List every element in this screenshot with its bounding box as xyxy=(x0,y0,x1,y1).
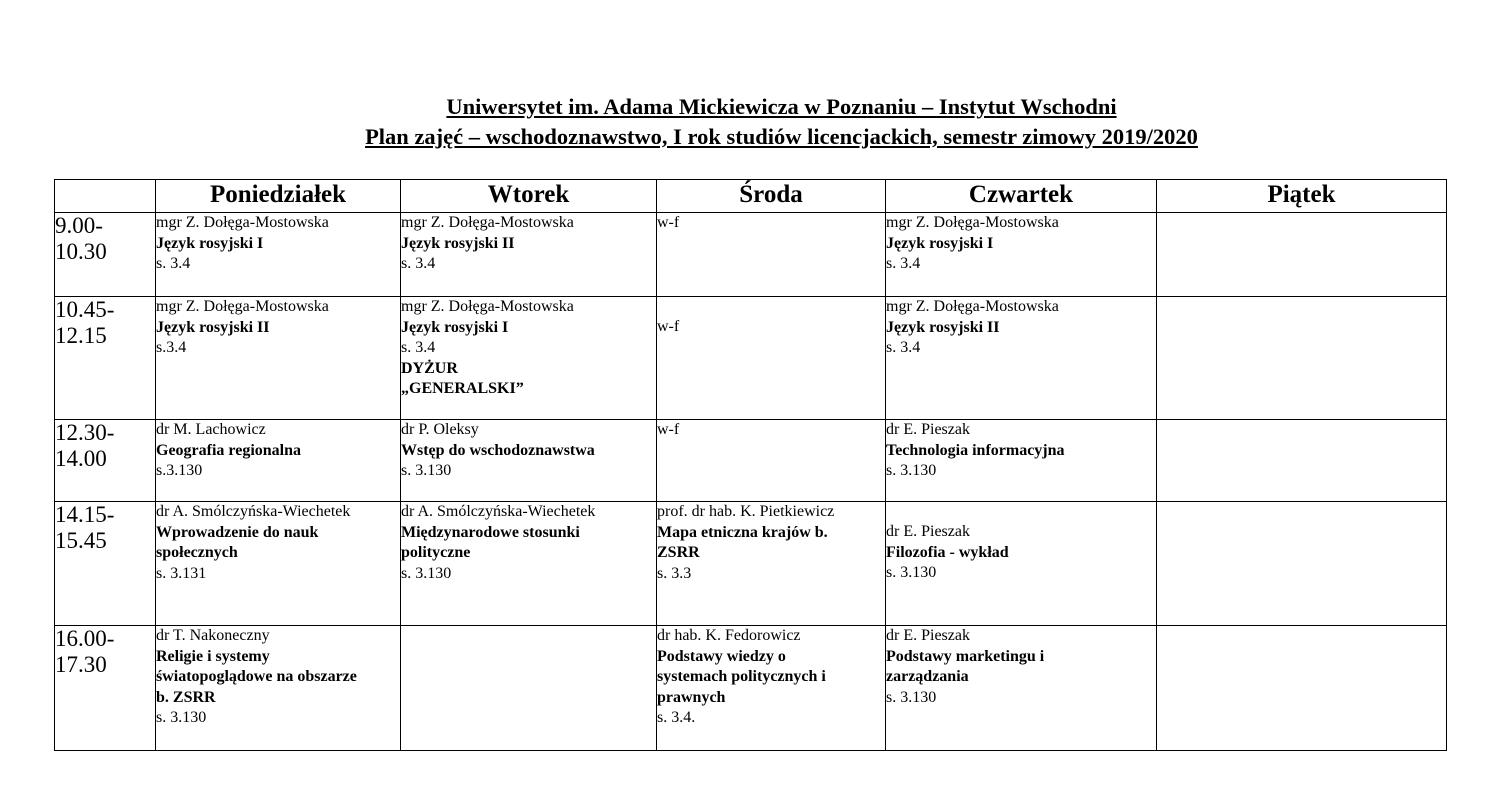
class-info: mgr Z. Dołęga-Mostowska xyxy=(401,298,574,315)
course-name: światopoglądowe na obszarze xyxy=(156,668,357,686)
class-cell-thursday xyxy=(886,297,1157,420)
class-info: s. 3.4 xyxy=(886,255,921,273)
class-info: mgr Z. Dołęga-Mostowska xyxy=(156,214,329,231)
course-name: Technologia informacyjna xyxy=(886,441,1065,459)
course-name: społecznych xyxy=(156,544,238,562)
time-slot: 10.45- 12.15 xyxy=(55,297,156,420)
course-name: b. ZSRR xyxy=(156,688,216,706)
table-row xyxy=(55,297,1447,420)
class-info: dr hab. K. Fedorowicz xyxy=(657,627,801,644)
class-info: w-f xyxy=(657,421,680,438)
course-name: Mapa etniczna krajów b. xyxy=(657,523,828,541)
class-info: s. 3.4 xyxy=(401,255,436,273)
class-cell-monday xyxy=(156,420,401,502)
class-info: w-f xyxy=(657,214,680,231)
class-info: s.3.130 xyxy=(156,462,203,480)
class-info: dr E. Pieszak xyxy=(886,627,970,644)
class-cell-tuesday xyxy=(401,420,657,502)
class-cell-tuesday xyxy=(401,213,657,297)
class-info: w-f xyxy=(657,318,680,335)
class-cell-wednesday xyxy=(657,420,886,502)
class-cell-thursday xyxy=(886,420,1157,502)
class-cell-wednesday xyxy=(657,213,886,297)
table-row xyxy=(55,420,1447,502)
class-cell-monday xyxy=(156,502,401,626)
class-cell-monday xyxy=(156,297,401,420)
class-cell-thursday xyxy=(886,502,1157,626)
class-info: mgr Z. Dołęga-Mostowska xyxy=(156,298,329,315)
day-header-wednesday: Środa xyxy=(657,180,886,213)
class-info: s. 3.4. xyxy=(657,709,696,727)
course-name: systemach politycznych i xyxy=(657,668,826,686)
class-info: s. 3.130 xyxy=(886,462,937,480)
course-name: Podstawy wiedzy o xyxy=(657,647,786,665)
class-info: s. 3.130 xyxy=(401,462,452,480)
class-cell-friday xyxy=(1157,213,1447,297)
class-cell-tuesday xyxy=(401,297,657,420)
course-name: Geografia regionalna xyxy=(156,441,302,459)
class-cell-friday xyxy=(1157,626,1447,751)
class-info: s. 3.130 xyxy=(886,564,937,582)
class-cell-friday xyxy=(1157,502,1447,626)
course-name: Język rosyjski I xyxy=(156,234,264,252)
table-row xyxy=(55,626,1447,751)
course-name: Wstęp do wschodoznawstwa xyxy=(401,441,595,459)
course-name: Język rosyjski II xyxy=(886,318,1000,336)
class-cell-friday xyxy=(1157,420,1447,502)
course-name: zarządzania xyxy=(886,668,969,686)
class-info: dr M. Lachowicz xyxy=(156,421,266,438)
class-info: mgr Z. Dołęga-Mostowska xyxy=(886,214,1059,231)
class-cell-monday xyxy=(156,213,401,297)
class-cell-wednesday xyxy=(657,502,886,626)
class-cell-tuesday xyxy=(401,502,657,626)
class-info: s.3.4 xyxy=(156,339,187,357)
class-info: s. 3.131 xyxy=(156,564,207,582)
day-header-tuesday: Wtorek xyxy=(401,180,657,213)
course-name: Religie i systemy xyxy=(156,647,270,665)
class-info: s. 3.3 xyxy=(657,564,692,582)
class-cell-thursday xyxy=(886,626,1157,751)
course-name: polityczne xyxy=(401,544,471,562)
course-name: Wprowadzenie do nauk xyxy=(156,523,319,541)
class-info: prof. dr hab. K. Pietkiewicz xyxy=(657,503,835,520)
day-header-thursday: Czwartek xyxy=(886,180,1157,213)
class-cell-monday xyxy=(156,626,401,751)
course-name: Filozofia - wykład xyxy=(886,543,1009,561)
class-info: s. 3.4 xyxy=(401,339,436,357)
class-info: s. 3.130 xyxy=(156,709,207,727)
course-name: „GENERALSKI” xyxy=(401,380,524,398)
class-info: dr E. Pieszak xyxy=(886,421,970,438)
class-cell-friday xyxy=(1157,297,1447,420)
day-header-friday: Piątek xyxy=(1157,180,1447,213)
class-info: s. 3.130 xyxy=(401,564,452,582)
class-cell-wednesday xyxy=(657,297,886,420)
course-name: Podstawy marketingu i xyxy=(886,647,1045,665)
day-header-monday: Poniedziałek xyxy=(156,180,401,213)
class-info: mgr Z. Dołęga-Mostowska xyxy=(886,298,1059,315)
title-university: Uniwersytet im. Adama Mickiewicza w Poznaniu – Instytut Wschodni xyxy=(446,94,1117,119)
course-name: Język rosyjski II xyxy=(401,234,515,252)
class-info: dr E. Pieszak xyxy=(886,523,970,540)
class-info: dr T. Nakoneczny xyxy=(156,627,270,644)
class-info: dr A. Smólczyńska-Wiechetek xyxy=(401,503,596,520)
class-info: mgr Z. Dołęga-Mostowska xyxy=(401,214,574,231)
course-name: Język rosyjski I xyxy=(886,234,994,252)
class-info: s. 3.4 xyxy=(156,255,191,273)
time-slot: 12.30- 14.00 xyxy=(55,420,156,502)
class-info: dr A. Smólczyńska-Wiechetek xyxy=(156,503,351,520)
time-slot: 14.15- 15.45 xyxy=(55,502,156,626)
title-plan: Plan zajęć – wschodoznawstwo, I rok studiów licencjackich, semestr zimowy 2019/2020 xyxy=(365,124,1198,149)
time-slot: 9.00- 10.30 xyxy=(55,213,156,297)
course-name: DYŻUR xyxy=(401,359,458,377)
document-title xyxy=(0,92,1500,152)
course-name: Język rosyjski I xyxy=(401,318,509,336)
class-cell-wednesday xyxy=(657,626,886,751)
class-info: s. 3.130 xyxy=(886,688,937,706)
class-info: s. 3.4 xyxy=(886,339,921,357)
table-row xyxy=(55,213,1447,297)
course-name: Język rosyjski II xyxy=(156,318,270,336)
class-cell-thursday xyxy=(886,213,1157,297)
course-name: prawnych xyxy=(657,688,726,706)
time-slot: 16.00- 17.30 xyxy=(55,626,156,751)
class-cell-tuesday xyxy=(401,626,657,751)
day-header-row xyxy=(55,180,1447,213)
day-header-empty xyxy=(55,180,156,213)
course-name: Międzynarodowe stosunki xyxy=(401,523,580,541)
schedule-table xyxy=(54,179,1447,751)
table-row xyxy=(55,502,1447,626)
class-info: dr P. Oleksy xyxy=(401,421,479,438)
course-name: ZSRR xyxy=(657,544,700,562)
